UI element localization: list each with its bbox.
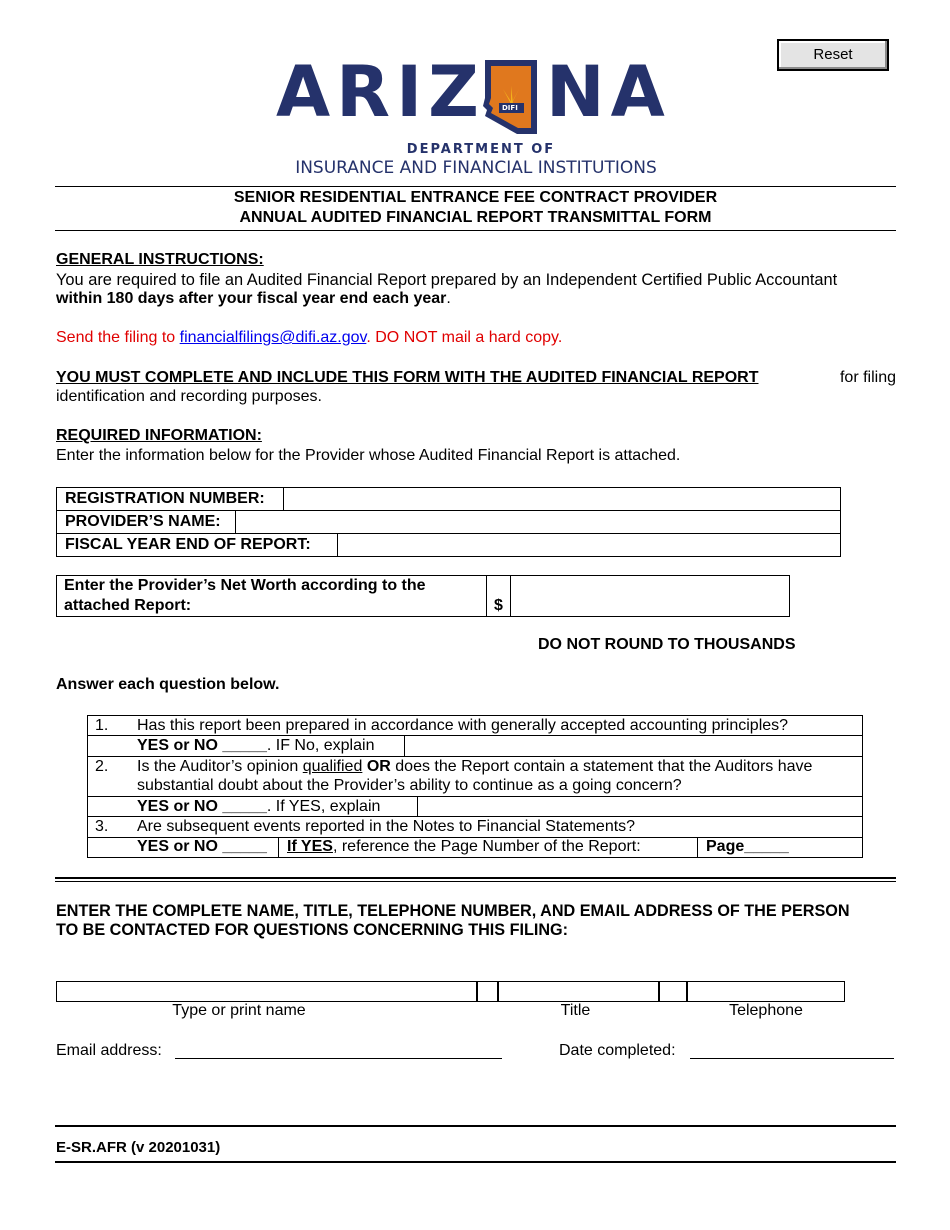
q1-explain-label: . IF No, explain xyxy=(266,737,375,754)
q3-page-field[interactable] xyxy=(706,838,789,856)
q2-explain-input[interactable] xyxy=(420,797,859,815)
registration-number-input[interactable] xyxy=(286,489,838,509)
q-row-2 xyxy=(87,756,863,757)
do-not-round-note: DO NOT ROUND TO THOUSANDS xyxy=(538,636,796,653)
must-complete-bold: YOU MUST COMPLETE AND INCLUDE THIS FORM WITH THE AUDITED FINANCIAL REPORT xyxy=(56,369,759,386)
date-completed-input[interactable] xyxy=(690,1040,894,1059)
title-line1: SENIOR RESIDENTIAL ENTRANCE FEE CONTRACT PROVIDER xyxy=(233,189,718,206)
footer-bottom-rule xyxy=(55,1161,896,1163)
q1-text: Has this report been prepared in accordance with generally accepted accounting principles? xyxy=(137,717,789,734)
q3-page-blank[interactable]: _____ xyxy=(744,838,789,855)
contact-title-input[interactable] xyxy=(500,982,657,1001)
email-address-label: Email address: xyxy=(56,1042,162,1059)
arizona-state-icon xyxy=(481,58,541,136)
must-complete-rest: for filing xyxy=(839,369,896,386)
q1-explain-divider xyxy=(404,735,405,756)
net-worth-input[interactable] xyxy=(514,580,786,612)
must-complete-line1 xyxy=(56,369,896,387)
general-paragraph-1-line2 xyxy=(56,290,451,308)
date-completed-label: Date completed: xyxy=(559,1042,676,1059)
provider-name-input[interactable] xyxy=(238,512,838,532)
logo-dept-line2: INSURANCE AND FINANCIAL INSTITUTIONS xyxy=(295,158,657,178)
title-top-rule xyxy=(55,186,896,187)
logo-dept-line1: DEPARTMENT OF xyxy=(406,142,556,157)
q2-explain-label: . If YES, explain xyxy=(266,798,381,815)
fiscal-year-end-input[interactable] xyxy=(340,535,838,555)
phone-caption: Telephone xyxy=(729,1002,803,1019)
contact-heading-line1: ENTER THE COMPLETE NAME, TITLE, TELEPHONE NUMBER, AND EMAIL ADDRESS OF THE PERSON xyxy=(56,902,850,920)
reg-label-divider xyxy=(283,487,284,510)
q3-yesno: YES or NO xyxy=(137,838,218,855)
q3-ref: , reference the Page Number of the Report: xyxy=(332,838,641,855)
section-double-rule-bottom xyxy=(55,881,896,882)
q1-yesno: YES or NO xyxy=(137,737,218,754)
q3-blank[interactable]: _____ xyxy=(222,838,267,855)
general-heading: GENERAL INSTRUCTIONS: xyxy=(56,251,264,268)
contact-spacer-box-2 xyxy=(659,981,687,1002)
deadline-text: within 180 days after your fiscal year end each year xyxy=(56,290,447,307)
required-heading: REQUIRED INFORMATION: xyxy=(56,427,262,444)
name-label-divider xyxy=(235,510,236,533)
q2-number: 2. xyxy=(95,758,109,775)
logo-word-left: ARIZ xyxy=(276,51,485,133)
net-worth-label-line2: attached Report: xyxy=(64,597,192,614)
q3-ifyes: If YES xyxy=(287,838,333,855)
send-instruction xyxy=(56,329,562,347)
footer-top-rule xyxy=(55,1125,896,1127)
currency-symbol: $ xyxy=(494,597,503,614)
reg-row-divider-2 xyxy=(56,533,841,534)
q2-blank[interactable]: _____ xyxy=(222,798,267,815)
q2-qualified: qualified xyxy=(302,758,363,775)
form-id: E-SR.AFR (v 20201031) xyxy=(56,1139,221,1156)
title-caption: Title xyxy=(560,1002,591,1019)
provider-name-label: PROVIDER’S NAME: xyxy=(65,513,221,530)
send-suffix: . DO NOT mail a hard copy. xyxy=(366,329,563,346)
required-text: Enter the information below for the Provider whose Audited Financial Report is attached. xyxy=(56,447,681,464)
general-paragraph-1: You are required to file an Audited Financial Report prepared by an Independent Certified Public Accountant xyxy=(56,271,838,289)
must-complete-line2: identification and recording purposes. xyxy=(56,388,322,405)
q2-text-a: Is the Auditor’s opinion xyxy=(137,758,299,775)
q3-text: Are subsequent events reported in the Notes to Financial Statements? xyxy=(137,818,636,835)
q2-answer-row xyxy=(137,798,380,816)
contact-spacer-box-1 xyxy=(477,981,498,1002)
q2-text-line1 xyxy=(137,758,812,776)
q2-text-b: does the Report contain a statement that the Auditors have xyxy=(395,758,813,775)
fye-label-divider xyxy=(337,533,338,557)
filing-email-link[interactable]: financialfilings@difi.az.gov xyxy=(179,329,367,346)
q3-reference-text xyxy=(287,838,641,856)
title-bottom-rule xyxy=(55,230,896,231)
logo xyxy=(276,52,676,177)
q3-number: 3. xyxy=(95,818,109,835)
title-line2: ANNUAL AUDITED FINANCIAL REPORT TRANSMITTAL FORM xyxy=(239,209,712,226)
q3-answer-row xyxy=(137,838,267,856)
net-worth-label-line1: Enter the Provider’s Net Worth according to the xyxy=(64,577,426,594)
q3-divider-2 xyxy=(697,837,698,858)
net-worth-divider-1 xyxy=(486,575,487,617)
reg-row-divider-1 xyxy=(56,510,841,511)
q1-answer-row xyxy=(137,737,374,755)
q1-explain-input[interactable] xyxy=(407,737,859,755)
registration-number-label: REGISTRATION NUMBER: xyxy=(65,490,265,507)
q2-yesno: YES or NO xyxy=(137,798,218,815)
net-worth-divider-2 xyxy=(510,575,511,617)
q1-blank[interactable]: _____ xyxy=(222,737,267,754)
contact-name-input[interactable] xyxy=(58,982,475,1001)
section-double-rule-top xyxy=(55,877,896,879)
deadline-period: . xyxy=(446,290,451,307)
email-address-input[interactable] xyxy=(175,1040,502,1059)
q2-or: OR xyxy=(366,758,391,775)
q2-text-line2: substantial doubt about the Provider’s ability to continue as a going concern? xyxy=(137,777,682,794)
reset-button[interactable]: Reset xyxy=(777,39,889,71)
q-row-1 xyxy=(87,735,863,736)
send-prefix: Send the filing to xyxy=(56,329,176,346)
fiscal-year-end-label: FISCAL YEAR END OF REPORT: xyxy=(65,536,311,553)
contact-heading-line2: TO BE CONTACTED FOR QUESTIONS CONCERNING THIS FILING: xyxy=(56,921,569,939)
logo-word-right: NA xyxy=(546,51,671,133)
q-row-4 xyxy=(87,816,863,817)
name-caption: Type or print name xyxy=(172,1002,306,1019)
q1-number: 1. xyxy=(95,717,109,734)
q3-page-label: Page xyxy=(706,838,745,855)
q3-divider-1 xyxy=(278,837,279,858)
contact-phone-input[interactable] xyxy=(689,982,843,1001)
q2-explain-divider xyxy=(417,796,418,816)
logo-badge: DIFI xyxy=(502,104,518,112)
questions-intro: Answer each question below. xyxy=(56,676,280,693)
